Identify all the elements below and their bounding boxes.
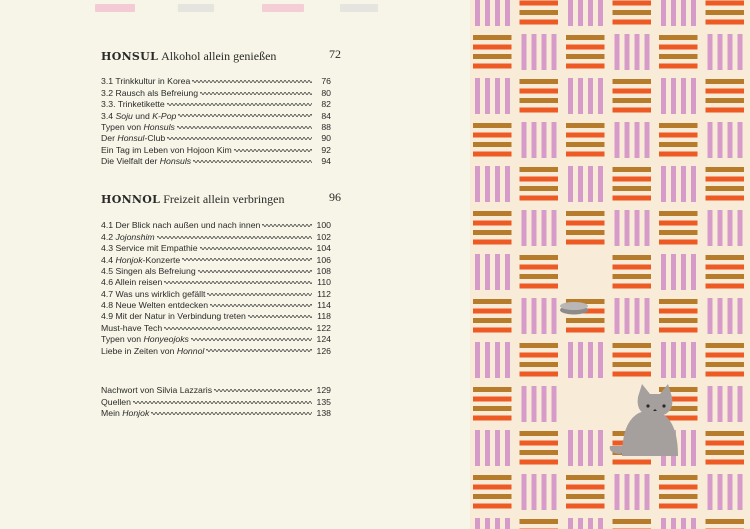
toc-entry-label: 4.8 Neue Welten entdecken — [101, 300, 209, 311]
toc-entry-page: 102 — [316, 231, 331, 242]
toc-entry-label: Mein Honjok — [101, 408, 150, 419]
section-page: 72 — [329, 47, 341, 61]
wavy-leader — [210, 303, 312, 308]
toc-entry-label: 4.3 Service mit Empathie — [101, 243, 198, 254]
toc-entry-page: 106 — [316, 254, 331, 265]
wavy-leader — [164, 280, 312, 285]
toc-entry-page: 88 — [321, 121, 331, 132]
wavy-leader — [262, 223, 312, 228]
toc-entry-label: 4.9 Mit der Natur in Verbindung treten — [101, 311, 246, 322]
section-heading-honsul — [101, 47, 341, 67]
wavy-leader — [198, 269, 312, 274]
toc-entry[interactable] — [101, 345, 331, 356]
toc-entry-page: 129 — [316, 385, 331, 396]
toc-entry-page: 135 — [316, 396, 331, 407]
section-title: Freizeit allein verbringen — [163, 192, 285, 206]
wavy-leader — [193, 159, 312, 164]
toc-list-honsul — [101, 76, 331, 167]
toc-entry-page: 138 — [316, 408, 331, 419]
toc-entry-label: 3.3. Trinketikette — [101, 99, 165, 110]
toc-entry-label: Must-have Tech — [101, 322, 163, 333]
toc-entry-label: Ein Tag im Leben von Hojoon Kim — [101, 144, 232, 155]
food-bowl-rim — [560, 302, 588, 310]
toc-entry[interactable] — [101, 243, 331, 254]
toc-entry[interactable] — [101, 110, 331, 121]
weave-tile — [706, 0, 745, 25]
wavy-leader — [133, 400, 312, 405]
toc-entry-label: 3.2 Rausch als Befreiung — [101, 87, 199, 98]
wavy-leader — [207, 292, 312, 297]
toc-entry-label: 4.6 Allein reisen — [101, 277, 163, 288]
wavy-leader — [177, 125, 312, 130]
toc-entry-page: 90 — [321, 133, 331, 144]
toc-entry-label: 4.4 Honjok-Konzerte — [101, 254, 181, 265]
section-keyword: HONNOL — [101, 193, 161, 206]
toc-entry[interactable] — [101, 311, 331, 322]
wavy-leader — [234, 148, 312, 153]
toc-entry-page: 124 — [316, 334, 331, 345]
weave-tile — [520, 0, 559, 25]
tape-strip — [178, 4, 214, 12]
toc-entry-label: Quellen — [101, 396, 131, 407]
section-page: 96 — [329, 190, 341, 204]
wavy-leader — [167, 136, 312, 141]
section-keyword: HONSUL — [101, 50, 159, 63]
toc-entry[interactable] — [101, 266, 331, 277]
toc-entry-label: Typen von Honyeojoks — [101, 334, 189, 345]
toc-entry-label: Typen von Honsuls — [101, 121, 175, 132]
wavy-leader — [157, 235, 312, 240]
toc-entry[interactable] — [101, 408, 331, 419]
toc-entry-page: 122 — [316, 322, 331, 333]
toc-entry-label: 3.4 Soju und K-Pop — [101, 110, 177, 121]
toc-entry-page: 84 — [321, 110, 331, 121]
toc-entry[interactable] — [101, 99, 331, 110]
toc-entry-label: 4.1 Der Blick nach außen und nach innen — [101, 220, 261, 231]
toc-entry-page: 108 — [316, 265, 331, 276]
weave-tile — [613, 0, 652, 25]
toc-list-appendix — [101, 385, 331, 419]
toc-list-honnol — [101, 220, 331, 357]
toc-entry-page: 110 — [317, 277, 331, 288]
section-title: Alkohol allein genießen — [161, 49, 277, 63]
toc-entry[interactable] — [101, 288, 331, 299]
wavy-leader — [214, 388, 312, 393]
toc-entry-label: 4.5 Singen als Befreiung — [101, 265, 196, 276]
toc-entry-label: 4.2 Jojonshim — [101, 231, 155, 242]
toc-entry-label: Der Honsul-Club — [101, 133, 166, 144]
wavy-leader — [248, 314, 312, 319]
toc-entry[interactable] — [101, 254, 331, 265]
toc-entry[interactable] — [101, 156, 331, 167]
toc-entry[interactable] — [101, 277, 331, 288]
tape-strip — [340, 4, 378, 12]
toc-entry[interactable] — [101, 76, 331, 87]
toc-entry-page: 118 — [317, 311, 331, 322]
wavy-leader — [200, 91, 312, 96]
toc-entry-page: 126 — [316, 345, 331, 356]
toc-entry[interactable] — [101, 87, 331, 98]
section-heading-honnol — [101, 190, 341, 210]
toc-entry-label: Liebe in Zeiten von Honnol — [101, 345, 205, 356]
wavy-leader — [167, 102, 312, 107]
wavy-leader — [192, 79, 312, 84]
toc-entry-page: 82 — [321, 99, 331, 110]
toc-entry[interactable] — [101, 220, 331, 231]
toc-entry-page: 114 — [317, 300, 331, 311]
toc-entry[interactable] — [101, 385, 331, 396]
toc-entry[interactable] — [101, 133, 331, 144]
toc-entry-label: Nachwort von Silvia Lazzaris — [101, 385, 213, 396]
toc-entry-page: 104 — [316, 243, 331, 254]
wavy-leader — [178, 113, 312, 118]
wavy-leader — [200, 246, 312, 251]
wavy-leader — [164, 326, 312, 331]
toc-entry[interactable] — [101, 396, 331, 407]
toc-entry-page: 92 — [321, 144, 331, 155]
pattern-illustration — [470, 0, 750, 529]
toc-entry-page: 80 — [321, 87, 331, 98]
tape-strip — [262, 4, 304, 12]
toc-entry[interactable] — [101, 334, 331, 345]
toc-entry-page: 76 — [321, 76, 331, 87]
toc-entry-page: 94 — [321, 156, 331, 167]
toc-entry-page: 112 — [317, 288, 331, 299]
tape-strip — [95, 4, 135, 12]
toc-entry-label: 4.7 Was uns wirklich gefällt — [101, 288, 206, 299]
wavy-leader — [151, 411, 312, 416]
woven-pattern — [470, 0, 750, 529]
toc-entry-label: 3.1 Trinkkultur in Korea — [101, 76, 191, 87]
wavy-leader — [191, 337, 312, 342]
toc-entry[interactable] — [101, 144, 331, 155]
toc-entry-label: Die Vielfalt der Honsuls — [101, 156, 192, 167]
toc-entry[interactable] — [101, 300, 331, 311]
toc-entry[interactable] — [101, 122, 331, 133]
toc-entry[interactable] — [101, 323, 331, 334]
wavy-leader — [182, 257, 312, 262]
toc-entry-page: 100 — [316, 220, 331, 231]
wavy-leader — [206, 348, 312, 353]
toc-entry[interactable] — [101, 231, 331, 242]
